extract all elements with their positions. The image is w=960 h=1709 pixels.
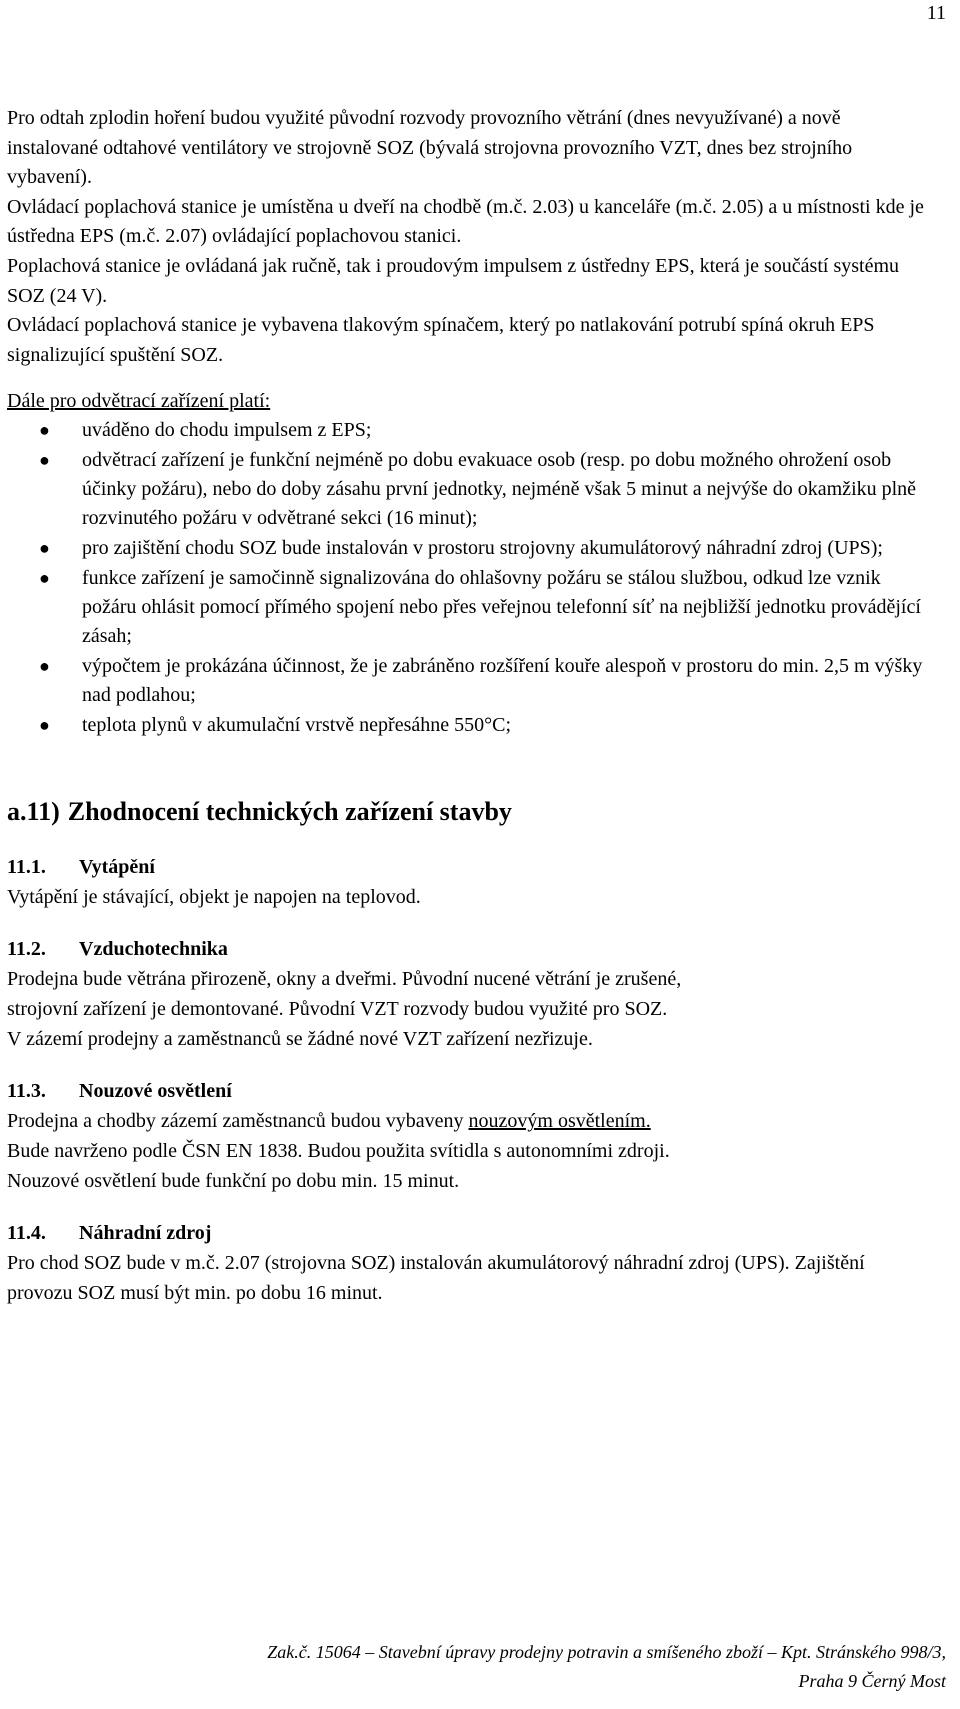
section-text: Vytápění je stávající, objekt je napojen na teplovod.: [7, 886, 421, 909]
requirements-list: [7, 416, 925, 740]
chapter-number: a.11): [7, 797, 60, 827]
section-number: 11.3.: [7, 1080, 46, 1103]
bullet-icon: ●: [39, 538, 50, 559]
bullet-icon: ●: [39, 420, 50, 441]
underlined-term: nouzovým osvětlením.: [468, 1110, 651, 1133]
bullet-icon: ●: [39, 656, 50, 677]
footer-line: Zak.č. 15064 – Stavební úpravy prodejny potravin a smíšeného zboží – Kpt. Stránského 998/3,: [267, 1642, 946, 1662]
intro-paragraphs: [7, 104, 925, 370]
footer-line: Praha 9 Černý Most: [798, 1671, 946, 1691]
bullet-icon: ●: [39, 450, 50, 471]
list-item: [7, 564, 925, 651]
intro-paragraph: Ovládací poplachová stanice je vybavena tlakovým spínačem, který po natlakování potrubí spíná okruh EPS signalizující spuštění SOZ.: [7, 314, 875, 366]
section-title: Nouzové osvětlení: [79, 1080, 232, 1103]
document-body: [7, 104, 925, 1308]
section-nahradni-zdroj: [7, 1218, 925, 1308]
section-number: 11.1.: [7, 856, 46, 879]
section-title: Náhradní zdroj: [79, 1222, 212, 1245]
section-heading: [7, 1218, 925, 1248]
list-item-text: uváděno do chodu impulsem z EPS;: [82, 419, 372, 442]
bullet-icon: ●: [39, 715, 50, 736]
section-text-part: Prodejna a chodby zázemí zaměstnanců budou vybaveny: [7, 1110, 469, 1133]
page-footer: [126, 1638, 946, 1696]
section-text: Bude navrženo podle ČSN EN 1838. Budou použita svítidla s autonomními zdroji.: [7, 1140, 670, 1163]
section-text: Pro chod SOZ bude v m.č. 2.07 (strojovna SOZ) instalován akumulátorový náhradní zdroj (UPS). Zajištění provozu SOZ musí být min. po dobu 16 minut.: [7, 1252, 865, 1305]
section-text: [7, 1106, 925, 1136]
list-item-text: odvětrací zařízení je funkční nejméně po dobu evakuace osob (resp. po dobu možného ohrožení osob účinky požáru), nebo do doby zásahu první jednotky, nejméně však 5 minut a nejvýše do okamžiku plně rozvinutého požáru v odvětrané sekci (16 minut);: [82, 449, 917, 530]
chapter-title: Zhodnocení technických zařízení stavby: [67, 797, 512, 827]
section-vytapeni: [7, 852, 925, 912]
section-text: Nouzové osvětlení bude funkční po dobu min. 15 minut.: [7, 1170, 460, 1193]
list-item: [7, 416, 925, 445]
lead-line: [7, 386, 925, 416]
chapter-heading: [7, 796, 925, 828]
section-vzduchotechnika: [7, 934, 925, 1054]
section-nouzove-osvetleni: [7, 1076, 925, 1196]
section-text: strojovní zařízení je demontované. Původní VZT rozvody budou využité pro SOZ.: [7, 998, 668, 1021]
list-item: [7, 652, 925, 710]
bullet-icon: ●: [39, 568, 50, 589]
list-item: [7, 711, 925, 740]
list-item: [7, 446, 925, 533]
list-item-text: teplota plynů v akumulační vrstvě nepřesáhne 550°C;: [82, 714, 512, 737]
section-text: V zázemí prodejny a zaměstnanců se žádné nové VZT zařízení nezřizuje.: [7, 1028, 593, 1051]
section-text: Prodejna bude větrána přirozeně, okny a dveřmi. Původní nucené větrání je zrušené,: [7, 968, 682, 991]
intro-paragraph: Pro odtah zplodin hoření budou využité původní rozvody provozního větrání (dnes nevyužívané) a nově instalované odtahové ventilátory ve strojovně SOZ (bývalá strojovna provozního VZT, dnes bez strojního vybavení).: [7, 107, 853, 189]
lead-text: Dále pro odvětrací zařízení platí:: [7, 390, 271, 413]
section-heading: [7, 934, 925, 964]
section-number: 11.4.: [7, 1222, 46, 1245]
section-heading: [7, 1076, 925, 1106]
list-item-text: pro zajištění chodu SOZ bude instalován v prostoru strojovny akumulátorový náhradní zdroj (UPS);: [82, 537, 883, 560]
section-number: 11.2.: [7, 938, 46, 961]
intro-paragraph: Ovládací poplachová stanice je umístěna u dveří na chodbě (m.č. 2.03) u kanceláře (m.č. 2.05) a u místnosti kde je ústředna EPS (m.č. 2.07) ovládající poplachovou stanici.: [7, 195, 924, 248]
intro-paragraph: Poplachová stanice je ovládaná jak ručně, tak i proudovým impulsem z ústředny EPS, která je součástí systému SOZ (24 V).: [7, 254, 900, 307]
list-item-text: funkce zařízení je samočinně signalizována do ohlašovny požáru se stálou službou, odkud lze vznik požáru ohlásit pomocí přímého spojení nebo přes veřejnou telefonní síť na nejbližší jednotku provádějící zásah;: [82, 567, 921, 648]
section-title: Vytápění: [79, 856, 155, 879]
list-item: [7, 534, 925, 563]
list-item-text: výpočtem je prokázána účinnost, že je zabráněno rozšíření kouře alespoň v prostoru do min. 2,5 m výšky nad podlahou;: [82, 655, 923, 707]
section-heading: [7, 852, 925, 882]
page-number: 11: [926, 2, 946, 24]
section-title: Vzduchotechnika: [79, 938, 228, 961]
